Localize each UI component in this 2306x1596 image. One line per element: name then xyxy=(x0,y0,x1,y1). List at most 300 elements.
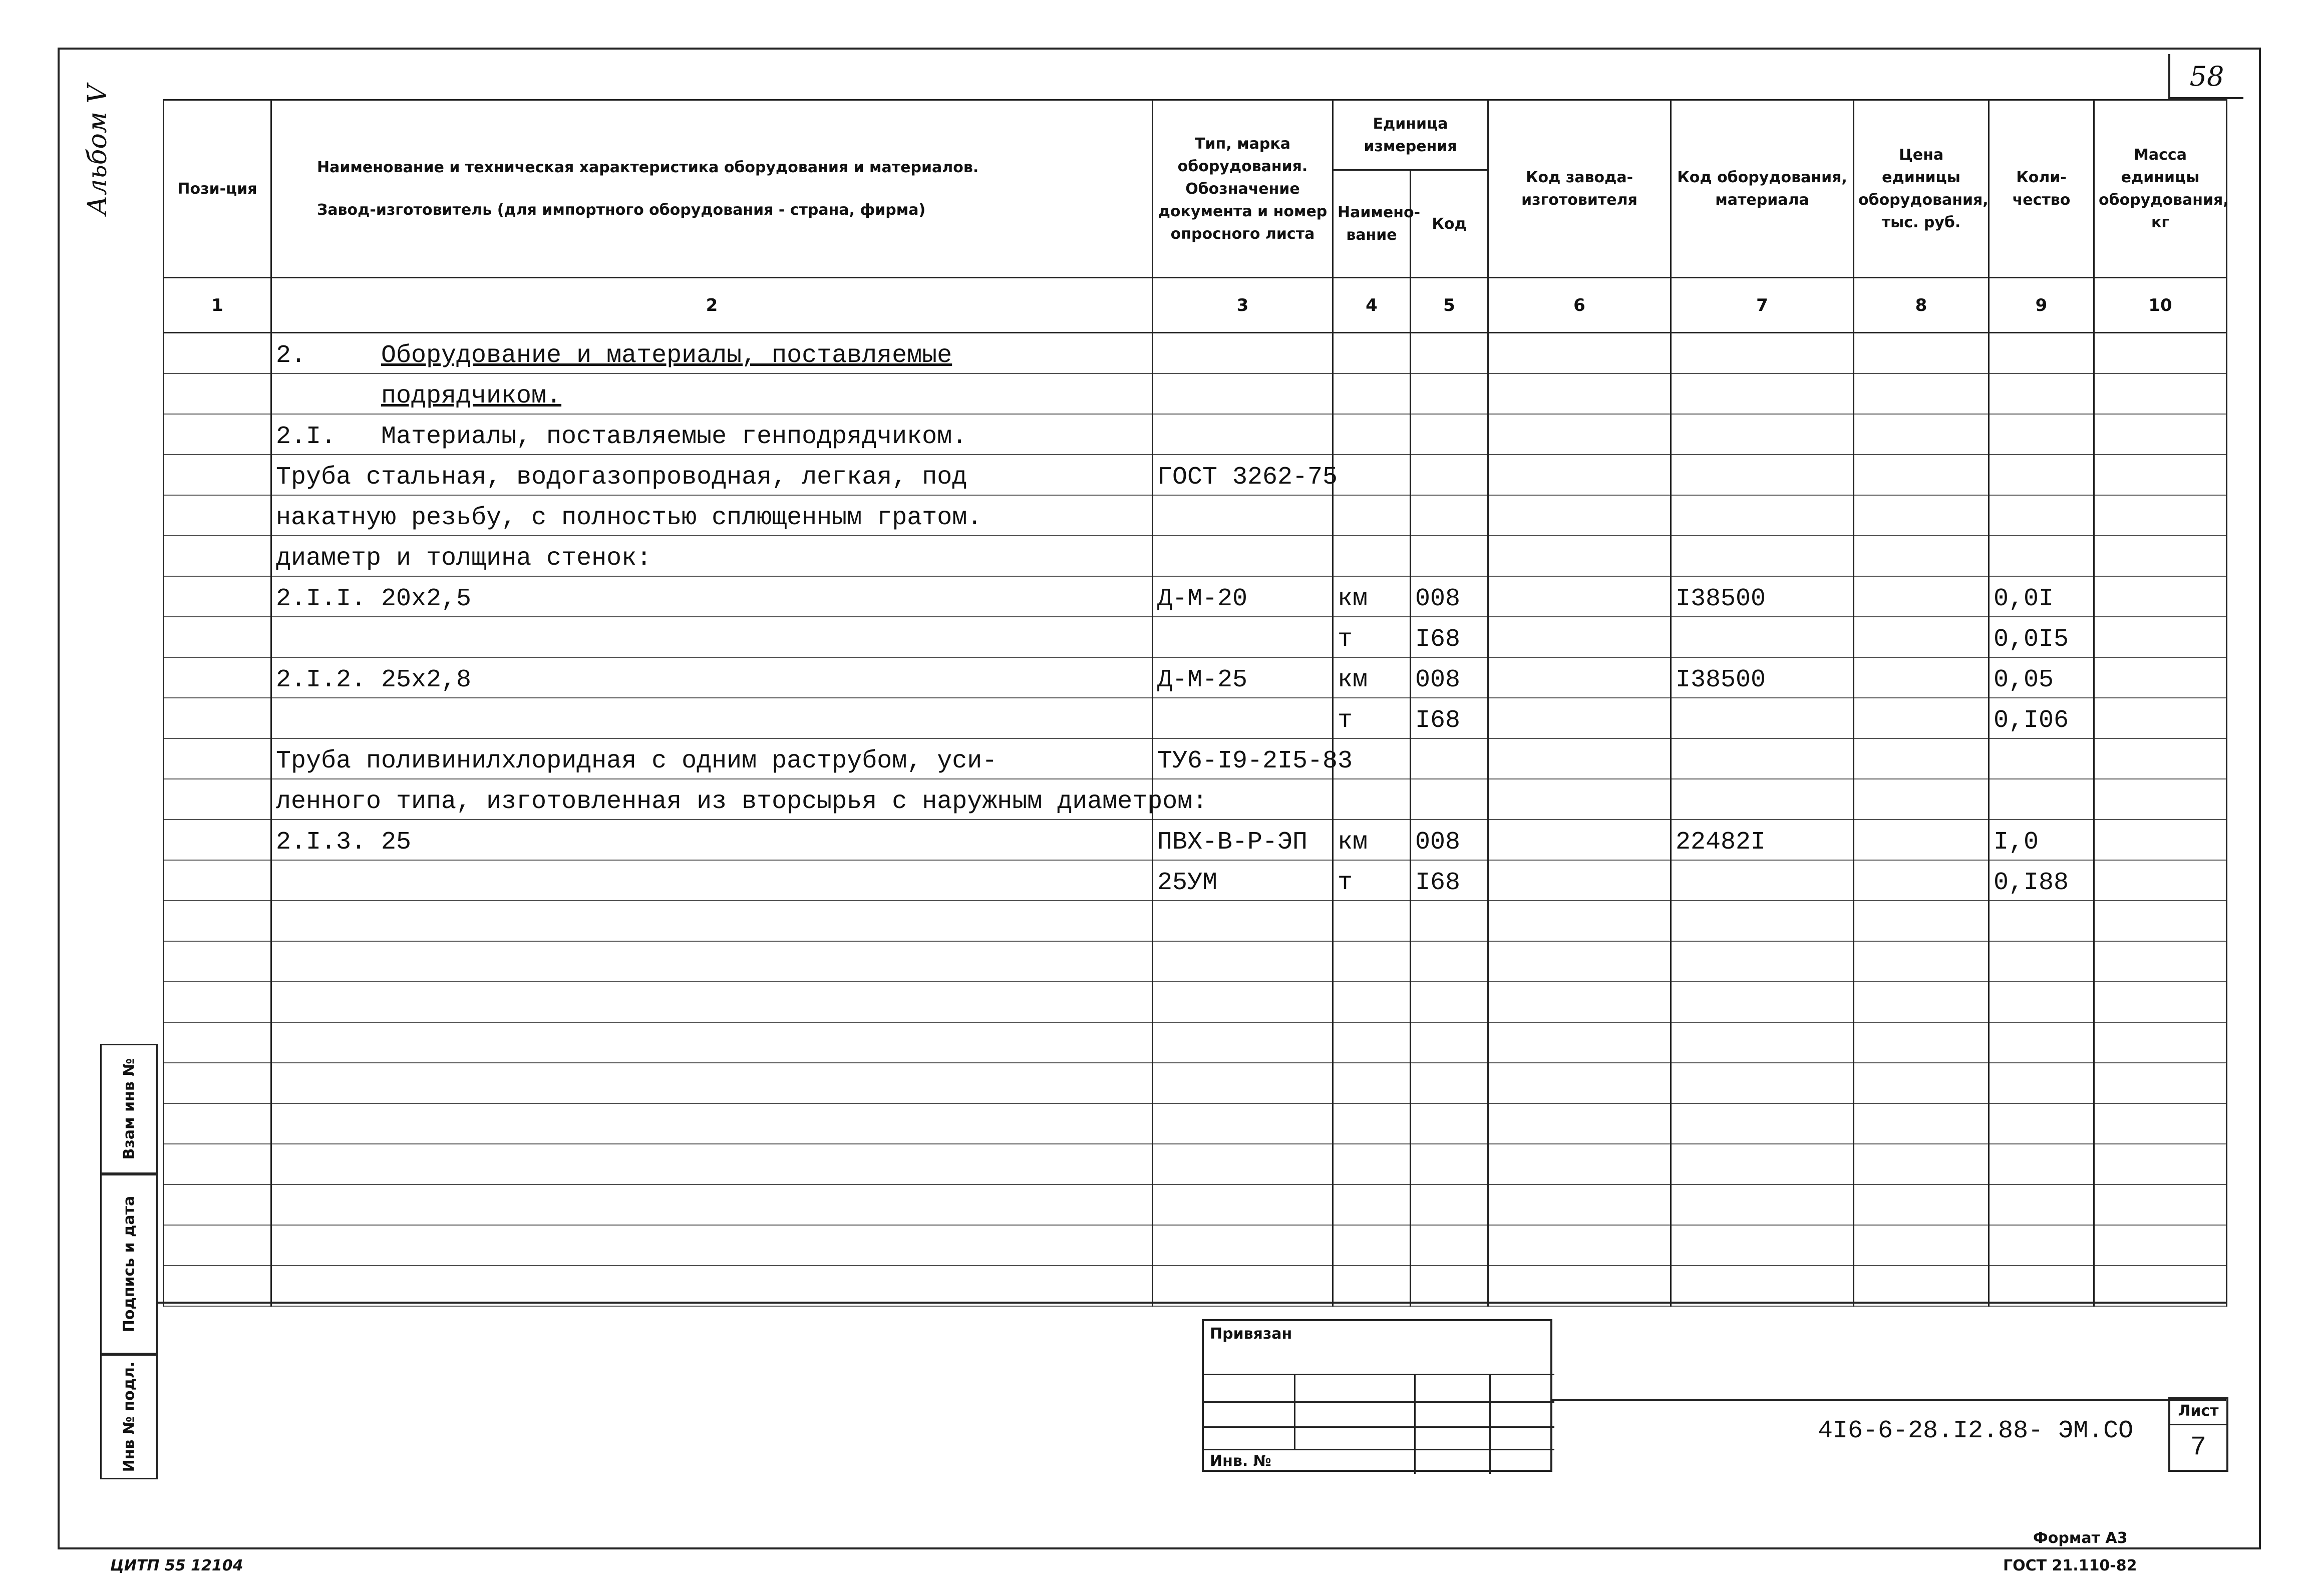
stamp-inv: Инв. № xyxy=(1210,1452,1271,1470)
cell-price xyxy=(1854,1225,1989,1266)
format-label: Формат А3 xyxy=(2033,1529,2128,1547)
cell-mass xyxy=(2094,1022,2227,1063)
table-row xyxy=(164,536,2227,576)
cell-pos xyxy=(164,1103,271,1144)
col-number: 7 xyxy=(1671,278,1854,333)
cell-pos xyxy=(164,333,271,373)
cell-code xyxy=(1411,1103,1488,1144)
cell-type: ПВХ-В-Р-ЭП xyxy=(1153,820,1333,860)
cell-mat xyxy=(1671,373,1854,414)
cell-unit xyxy=(1333,941,1411,982)
cell-qty xyxy=(1989,373,2094,414)
cell-type xyxy=(1153,982,1333,1022)
cell-pos xyxy=(164,1022,271,1063)
cell-mass xyxy=(2094,1144,2227,1184)
table-row xyxy=(164,1144,2227,1184)
cell-type xyxy=(1153,495,1333,536)
cell-code xyxy=(1411,1063,1488,1103)
cell-code: I68 xyxy=(1411,698,1488,738)
cell-type: Д-М-25 xyxy=(1153,657,1333,698)
col-number: 1 xyxy=(164,278,271,333)
cell-plant xyxy=(1488,1225,1671,1266)
cell-mat xyxy=(1671,333,1854,373)
table-row xyxy=(164,1184,2227,1225)
cell-unit xyxy=(1333,982,1411,1022)
cell-name xyxy=(271,1225,1153,1266)
cell-qty xyxy=(1989,1063,2094,1103)
cell-price xyxy=(1854,941,1989,982)
header-position: Пози-ция xyxy=(164,100,271,278)
col-number: 3 xyxy=(1153,278,1333,333)
cell-name xyxy=(271,657,1153,698)
cell-mat: I38500 xyxy=(1671,576,1854,617)
cell-mass xyxy=(2094,333,2227,373)
cell-code xyxy=(1411,982,1488,1022)
cell-name xyxy=(271,820,1153,860)
cell-name xyxy=(271,576,1153,617)
cell-pos xyxy=(164,1225,271,1266)
table-body xyxy=(164,333,2227,1306)
header-quantity: Коли-чество xyxy=(1989,100,2094,278)
cell-type xyxy=(1153,1225,1333,1266)
cell-qty: 0,0I5 xyxy=(1989,617,2094,657)
table-row xyxy=(164,617,2227,657)
cell-name xyxy=(271,373,1153,414)
cell-qty xyxy=(1989,1266,2094,1306)
cell-pos xyxy=(164,698,271,738)
header-units: Единица измерения xyxy=(1333,100,1488,170)
cell-type xyxy=(1153,373,1333,414)
stamp-bound: Привязан xyxy=(1210,1325,1292,1343)
col-number: 5 xyxy=(1411,278,1488,333)
cell-type: ГОСТ 3262-75 xyxy=(1153,455,1333,495)
cell-code xyxy=(1411,495,1488,536)
cell-pos xyxy=(164,738,271,779)
cell-name xyxy=(271,901,1153,941)
cell-mass xyxy=(2094,1184,2227,1225)
cell-mat xyxy=(1671,779,1854,820)
cell-qty xyxy=(1989,1144,2094,1184)
sheet-label: Лист xyxy=(2170,1399,2226,1425)
cell-name xyxy=(271,1022,1153,1063)
cell-qty: 0,I06 xyxy=(1989,698,2094,738)
cell-price xyxy=(1854,1266,1989,1306)
cell-mass xyxy=(2094,860,2227,901)
cell-pos xyxy=(164,820,271,860)
cell-qty xyxy=(1989,333,2094,373)
cell-mat xyxy=(1671,1225,1854,1266)
cell-name xyxy=(271,982,1153,1022)
table-row xyxy=(164,495,2227,536)
album-label: Альбом V xyxy=(83,84,113,215)
cell-type xyxy=(1153,1144,1333,1184)
side-original-inv: Инв № подл. xyxy=(100,1354,158,1479)
cell-code xyxy=(1411,779,1488,820)
cell-qty xyxy=(1989,414,2094,455)
cell-type xyxy=(1153,1103,1333,1144)
header-price: Цена единицы оборудования, тыс. руб. xyxy=(1854,100,1989,278)
cell-plant xyxy=(1488,738,1671,779)
cell-price xyxy=(1854,820,1989,860)
cell-qty: 0,05 xyxy=(1989,657,2094,698)
cell-qty: 0,I88 xyxy=(1989,860,2094,901)
cell-unit: т xyxy=(1333,617,1411,657)
footer-code: ЦИТП 55 12104 xyxy=(110,1557,243,1574)
col-number: 4 xyxy=(1333,278,1411,333)
cell-code xyxy=(1411,1225,1488,1266)
table-row xyxy=(164,576,2227,617)
cell-unit: км xyxy=(1333,820,1411,860)
item-name: 25х2,8 xyxy=(381,665,472,694)
cell-mass xyxy=(2094,1063,2227,1103)
cell-pos xyxy=(164,860,271,901)
table-row xyxy=(164,333,2227,373)
cell-mat: I38500 xyxy=(1671,657,1854,698)
cell-plant xyxy=(1488,901,1671,941)
cell-price xyxy=(1854,779,1989,820)
cell-price xyxy=(1854,576,1989,617)
item-name: 20х2,5 xyxy=(381,584,472,613)
cell-price xyxy=(1854,860,1989,901)
cell-plant xyxy=(1488,657,1671,698)
cell-price xyxy=(1854,1184,1989,1225)
cell-pos xyxy=(164,982,271,1022)
cell-unit xyxy=(1333,495,1411,536)
cell-price xyxy=(1854,1063,1989,1103)
cell-name xyxy=(271,1184,1153,1225)
cell-type xyxy=(1153,1266,1333,1306)
cell-mass xyxy=(2094,414,2227,455)
table-row xyxy=(164,901,2227,941)
cell-mass xyxy=(2094,536,2227,576)
table-row xyxy=(164,698,2227,738)
cell-name xyxy=(271,779,1208,820)
cell-type xyxy=(1153,617,1333,657)
table-row xyxy=(164,455,2227,495)
cell-code xyxy=(1411,1184,1488,1225)
cell-mass xyxy=(2094,576,2227,617)
cell-plant xyxy=(1488,779,1671,820)
cell-unit xyxy=(1333,373,1411,414)
item-name: Материалы, поставляемые генподрядчиком. xyxy=(381,422,967,451)
cell-pos xyxy=(164,373,271,414)
cell-plant xyxy=(1488,373,1671,414)
cell-name xyxy=(271,1266,1153,1306)
cell-pos xyxy=(164,495,271,536)
cell-pos xyxy=(164,1144,271,1184)
cell-qty: I,0 xyxy=(1989,820,2094,860)
header-name xyxy=(271,100,1153,278)
item-name: 25 xyxy=(381,828,412,857)
cell-name xyxy=(271,738,1153,779)
cell-mass xyxy=(2094,982,2227,1022)
header-plant-code: Код завода-изготовителя xyxy=(1488,100,1671,278)
cell-code xyxy=(1411,1022,1488,1063)
cell-mat xyxy=(1671,941,1854,982)
cell-mass xyxy=(2094,779,2227,820)
cell-name xyxy=(271,941,1153,982)
item-name: накатную резьбу, с полностью сплющенным гратом. xyxy=(276,503,982,532)
header-mass: Масса единицы оборудования, кг xyxy=(2094,100,2227,278)
cell-mass xyxy=(2094,657,2227,698)
cell-plant xyxy=(1488,820,1671,860)
cell-type: ТУ6-I9-2I5-83 xyxy=(1153,738,1333,779)
cell-type: 25УМ xyxy=(1153,860,1333,901)
cell-type xyxy=(1153,333,1333,373)
col-number: 9 xyxy=(1989,278,2094,333)
header-unit-name: Наимено-вание xyxy=(1333,170,1411,278)
item-name: Труба поливинилхлоридная с одним раструбом, уси- xyxy=(276,746,998,775)
cell-plant xyxy=(1488,576,1671,617)
cell-name xyxy=(271,1103,1153,1144)
cell-price xyxy=(1854,414,1989,455)
side-replaced-inv: Взам инв № xyxy=(100,1044,158,1174)
cell-type xyxy=(1153,1022,1333,1063)
cell-code xyxy=(1411,455,1488,495)
cell-plant xyxy=(1488,1063,1671,1103)
cell-price xyxy=(1854,536,1989,576)
position-number: 2.I.I. xyxy=(276,584,367,613)
cell-unit xyxy=(1333,414,1411,455)
gost-label: ГОСТ 21.110-82 xyxy=(2003,1557,2137,1574)
cell-price xyxy=(1854,1103,1989,1144)
cell-plant xyxy=(1488,982,1671,1022)
header-material-code: Код оборудования, материала xyxy=(1671,100,1854,278)
cell-mat: 22482I xyxy=(1671,820,1854,860)
header-name-line2: Завод-изготовитель (для импортного оборудования - страна, фирма) xyxy=(317,201,926,219)
cell-plant xyxy=(1488,1144,1671,1184)
table-row xyxy=(164,1225,2227,1266)
cell-qty xyxy=(1989,495,2094,536)
cell-qty xyxy=(1989,1103,2094,1144)
cell-unit xyxy=(1333,1063,1411,1103)
cell-pos xyxy=(164,1266,271,1306)
cell-plant xyxy=(1488,536,1671,576)
cell-qty xyxy=(1989,941,2094,982)
cell-type: Д-М-20 xyxy=(1153,576,1333,617)
cell-plant xyxy=(1488,333,1671,373)
cell-name xyxy=(271,860,1153,901)
cell-mat xyxy=(1671,1022,1854,1063)
cell-mat xyxy=(1671,1184,1854,1225)
title-block-line xyxy=(158,1302,2226,1304)
cell-type xyxy=(1153,941,1333,982)
table-row xyxy=(164,1103,2227,1144)
cell-mat xyxy=(1671,738,1854,779)
cell-name xyxy=(271,495,1153,536)
cell-unit: км xyxy=(1333,576,1411,617)
cell-type xyxy=(1153,414,1333,455)
item-name: Оборудование и материалы, поставляемые xyxy=(381,341,952,370)
cell-code xyxy=(1411,373,1488,414)
cell-type xyxy=(1153,698,1333,738)
cell-qty xyxy=(1989,536,2094,576)
cell-name xyxy=(271,414,1153,455)
table-row xyxy=(164,941,2227,982)
cell-price xyxy=(1854,738,1989,779)
cell-name xyxy=(271,617,1153,657)
cell-code xyxy=(1411,414,1488,455)
cell-name xyxy=(271,698,1153,738)
cell-mass xyxy=(2094,455,2227,495)
cell-unit xyxy=(1333,1184,1411,1225)
item-name: диаметр и толщина стенок: xyxy=(276,544,652,573)
cell-plant xyxy=(1488,941,1671,982)
cell-pos xyxy=(164,1184,271,1225)
cell-mat xyxy=(1671,536,1854,576)
cell-code xyxy=(1411,901,1488,941)
cell-code xyxy=(1411,333,1488,373)
cell-plant xyxy=(1488,455,1671,495)
cell-mat xyxy=(1671,1063,1854,1103)
cell-mat xyxy=(1671,1103,1854,1144)
table-row xyxy=(164,414,2227,455)
position-number: 2. xyxy=(276,341,306,370)
cell-type xyxy=(1153,536,1333,576)
cell-price xyxy=(1854,698,1989,738)
cell-mat xyxy=(1671,414,1854,455)
col-number: 8 xyxy=(1854,278,1989,333)
cell-name xyxy=(271,455,1153,495)
cell-unit xyxy=(1333,1266,1411,1306)
table-row xyxy=(164,982,2227,1022)
cell-plant xyxy=(1488,698,1671,738)
table-row xyxy=(164,820,2227,860)
cell-code xyxy=(1411,1144,1488,1184)
cell-mass xyxy=(2094,901,2227,941)
table-row xyxy=(164,1063,2227,1103)
cell-qty xyxy=(1989,901,2094,941)
title-block-line xyxy=(1552,1399,2226,1401)
cell-unit xyxy=(1333,455,1411,495)
table-row xyxy=(164,1022,2227,1063)
cell-mat xyxy=(1671,617,1854,657)
cell-price xyxy=(1854,982,1989,1022)
cell-unit xyxy=(1333,901,1411,941)
cell-price xyxy=(1854,495,1989,536)
cell-pos xyxy=(164,901,271,941)
cell-plant xyxy=(1488,1266,1671,1306)
cell-pos xyxy=(164,576,271,617)
cell-mat xyxy=(1671,860,1854,901)
position-number: 2.I. xyxy=(276,422,337,451)
cell-name xyxy=(271,1144,1153,1184)
cell-mat xyxy=(1671,455,1854,495)
cell-mat xyxy=(1671,1266,1854,1306)
cell-mass xyxy=(2094,1103,2227,1144)
cell-qty: 0,0I xyxy=(1989,576,2094,617)
cell-mass xyxy=(2094,1266,2227,1306)
cell-unit xyxy=(1333,333,1411,373)
cell-pos xyxy=(164,536,271,576)
cell-mass xyxy=(2094,617,2227,657)
cell-plant xyxy=(1488,1022,1671,1063)
cell-qty xyxy=(1989,455,2094,495)
cell-mass xyxy=(2094,941,2227,982)
cell-plant xyxy=(1488,414,1671,455)
cell-unit xyxy=(1333,1225,1411,1266)
cell-price xyxy=(1854,901,1989,941)
cell-mass xyxy=(2094,373,2227,414)
cell-unit: т xyxy=(1333,698,1411,738)
document-code: 4I6-6-28.I2.88- ЭМ.СО xyxy=(1818,1417,2134,1445)
cell-type xyxy=(1153,1063,1333,1103)
cell-unit xyxy=(1333,536,1411,576)
cell-qty xyxy=(1989,1184,2094,1225)
cell-mass xyxy=(2094,698,2227,738)
cell-pos xyxy=(164,779,271,820)
cell-price xyxy=(1854,373,1989,414)
sheet-number: 58 xyxy=(2168,54,2243,99)
table-row xyxy=(164,373,2227,414)
cell-unit xyxy=(1333,779,1411,820)
header-unit-code: Код xyxy=(1411,170,1488,278)
cell-qty xyxy=(1989,1225,2094,1266)
cell-pos xyxy=(164,657,271,698)
table-row xyxy=(164,1266,2227,1306)
sheet-index: 7 xyxy=(2190,1432,2207,1463)
cell-mass xyxy=(2094,738,2227,779)
cell-price xyxy=(1854,1022,1989,1063)
cell-plant xyxy=(1488,1184,1671,1225)
cell-price xyxy=(1854,333,1989,373)
cell-mat xyxy=(1671,698,1854,738)
cell-price xyxy=(1854,1144,1989,1184)
cell-code: I68 xyxy=(1411,617,1488,657)
cell-code xyxy=(1411,536,1488,576)
cell-mat xyxy=(1671,982,1854,1022)
cell-unit xyxy=(1333,1144,1411,1184)
cell-code: 008 xyxy=(1411,576,1488,617)
table-row xyxy=(164,657,2227,698)
col-number: 10 xyxy=(2094,278,2227,333)
cell-code xyxy=(1411,738,1488,779)
cell-qty xyxy=(1989,738,2094,779)
cell-qty xyxy=(1989,779,2094,820)
cell-mass xyxy=(2094,1225,2227,1266)
table-row xyxy=(164,860,2227,901)
header-name-line1: Наименование и техническая характеристика оборудования и материалов. xyxy=(317,159,979,176)
cell-pos xyxy=(164,455,271,495)
cell-unit: км xyxy=(1333,657,1411,698)
position-number: 2.I.2. xyxy=(276,665,367,694)
table-row xyxy=(164,779,2227,820)
cell-name xyxy=(271,1063,1153,1103)
cell-mat xyxy=(1671,901,1854,941)
cell-code: 008 xyxy=(1411,657,1488,698)
col-number: 6 xyxy=(1488,278,1671,333)
binding-stamp xyxy=(1202,1319,1552,1472)
cell-code: 008 xyxy=(1411,820,1488,860)
position-number: 2.I.3. xyxy=(276,828,367,857)
cell-unit: т xyxy=(1333,860,1411,901)
cell-unit xyxy=(1333,1022,1411,1063)
cell-name xyxy=(271,536,1153,576)
header-type: Тип, марка оборудования. Обозначение документа и номер опросного листа xyxy=(1153,100,1333,278)
cell-pos xyxy=(164,617,271,657)
specification-table xyxy=(163,99,2227,1307)
cell-price xyxy=(1854,617,1989,657)
cell-plant xyxy=(1488,860,1671,901)
cell-plant xyxy=(1488,1103,1671,1144)
cell-unit xyxy=(1333,1103,1411,1144)
cell-pos xyxy=(164,1063,271,1103)
cell-type xyxy=(1153,1184,1333,1225)
cell-price xyxy=(1854,657,1989,698)
cell-code xyxy=(1411,941,1488,982)
item-name: ленного типа, изготовленная из вторсырья с наружным диаметром: xyxy=(276,787,1208,816)
table-row xyxy=(164,738,2227,779)
